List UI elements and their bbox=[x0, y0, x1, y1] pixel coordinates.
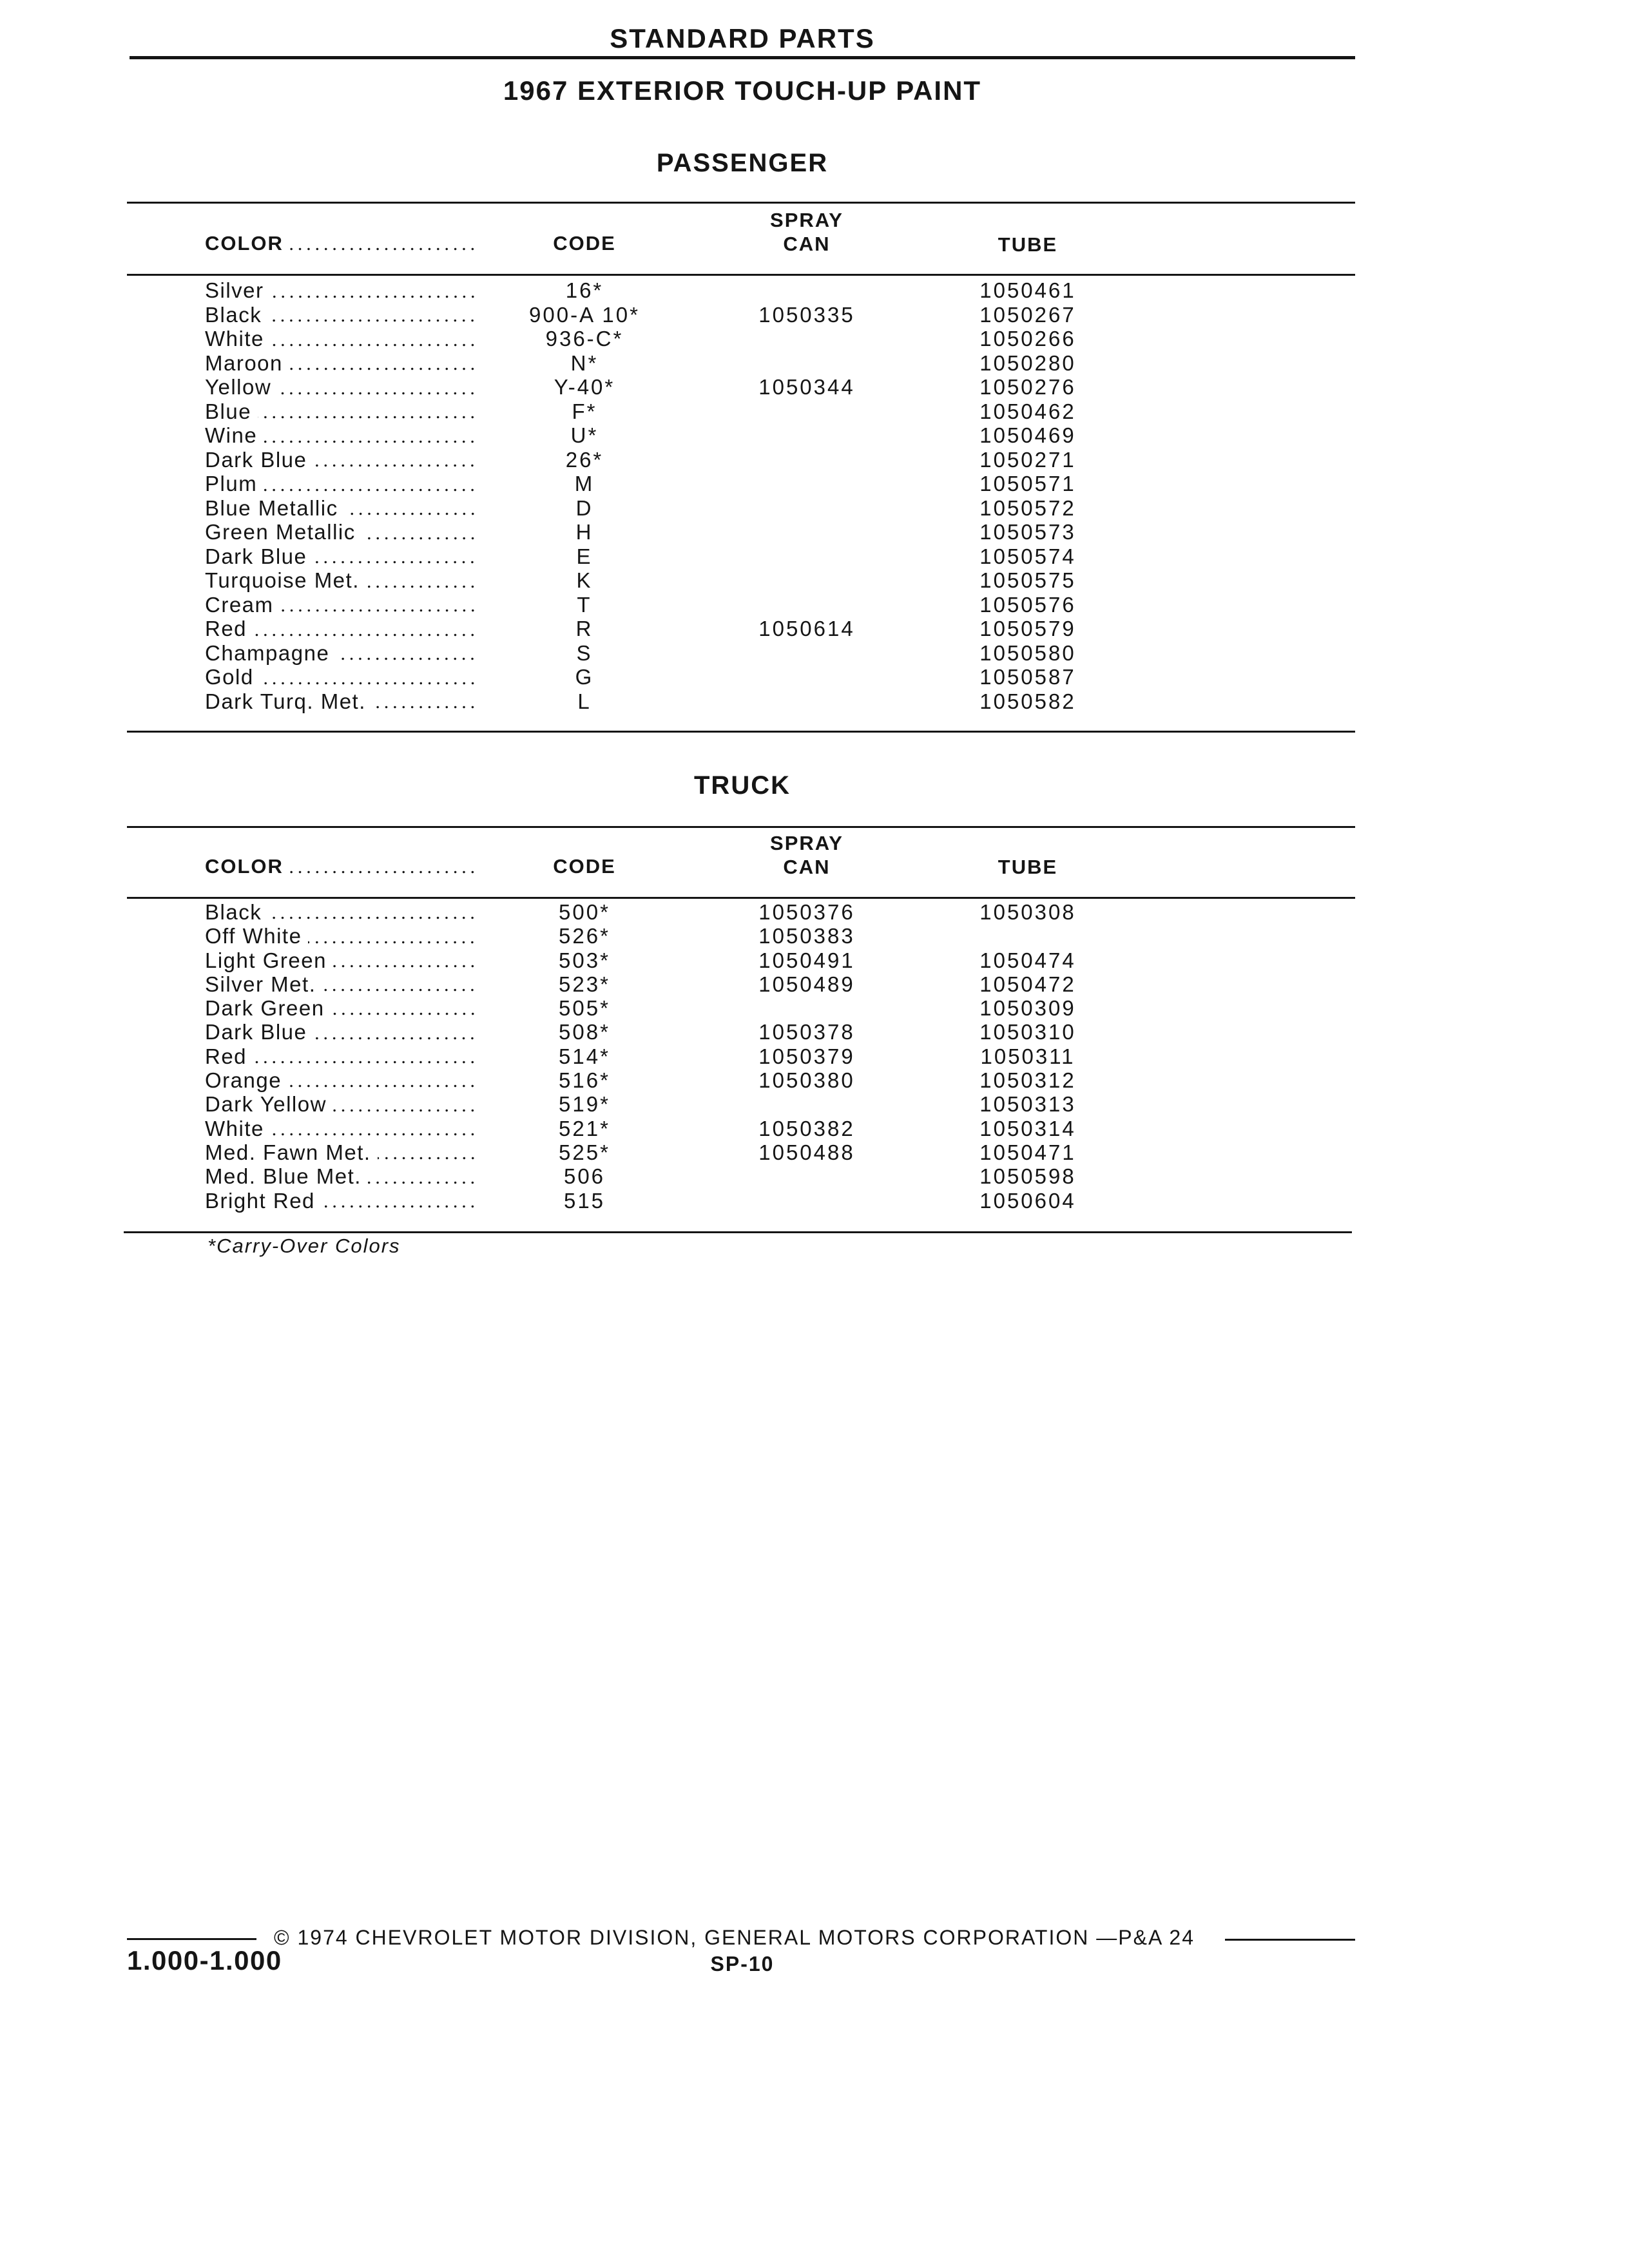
table-row bbox=[0, 665, 1629, 689]
truck-heading: TRUCK bbox=[694, 771, 791, 800]
tube-cell: 1050462 bbox=[979, 399, 1076, 423]
dot-leader bbox=[264, 423, 477, 448]
spray-can-cell: 1050335 bbox=[758, 302, 855, 327]
tube-cell: 1050276 bbox=[979, 375, 1076, 399]
header-rule bbox=[130, 56, 1355, 59]
spray-can-cell: 1050344 bbox=[758, 375, 855, 399]
code-cell: 16* bbox=[565, 278, 604, 302]
color-name: Plum bbox=[205, 472, 258, 495]
dot-leader bbox=[290, 232, 477, 255]
spray-can-cell: 1050376 bbox=[758, 900, 855, 924]
table-row bbox=[0, 641, 1629, 666]
table-row bbox=[0, 1189, 1629, 1213]
tube-cell: 1050471 bbox=[979, 1140, 1076, 1164]
color-name: Silver Met. bbox=[205, 972, 316, 996]
dot-leader bbox=[368, 1164, 477, 1188]
footer-rule-left bbox=[127, 1938, 256, 1940]
code-cell: 526* bbox=[559, 924, 610, 948]
spray-can-cell: 1050382 bbox=[758, 1116, 855, 1140]
code-cell: E bbox=[576, 544, 593, 568]
dot-leader bbox=[322, 972, 477, 996]
tube-cell: 1050574 bbox=[979, 544, 1076, 568]
footer-rule-right bbox=[1225, 1939, 1355, 1941]
column-header-tube: TUBE bbox=[998, 233, 1058, 256]
code-cell: 521* bbox=[559, 1116, 610, 1140]
dot-leader bbox=[366, 568, 477, 593]
code-cell: 506 bbox=[563, 1164, 606, 1189]
spray-can-cell bbox=[736, 351, 878, 376]
table-row bbox=[0, 948, 1629, 972]
spray-can-cell bbox=[736, 423, 878, 448]
table-row bbox=[0, 996, 1629, 1020]
color-cell bbox=[205, 375, 477, 399]
dot-leader bbox=[290, 855, 477, 878]
code-cell: M bbox=[574, 472, 595, 495]
color-cell bbox=[205, 1189, 477, 1213]
table-row bbox=[0, 520, 1629, 544]
tube-cell: 1050575 bbox=[979, 568, 1076, 592]
tube-cell bbox=[957, 924, 1099, 948]
page-title: 1967 EXTERIOR TOUCH-UP PAINT bbox=[503, 75, 982, 106]
color-name: Champagne bbox=[205, 640, 330, 665]
spray-can-cell bbox=[736, 641, 878, 666]
color-cell bbox=[205, 278, 477, 303]
footer-page-number: SP-10 bbox=[710, 1952, 775, 1975]
color-name: Off White bbox=[205, 924, 302, 948]
table-top-rule bbox=[127, 202, 1355, 204]
code-cell: F* bbox=[572, 399, 597, 423]
dot-leader bbox=[313, 544, 477, 569]
code-cell: R bbox=[575, 617, 593, 640]
dot-leader bbox=[258, 399, 477, 424]
color-cell bbox=[205, 1020, 477, 1044]
code-cell: 508* bbox=[559, 1020, 610, 1044]
column-header-can: CAN bbox=[783, 233, 831, 255]
table-row bbox=[0, 399, 1629, 424]
footnote: *Carry-Over Colors bbox=[207, 1235, 401, 1257]
tube-cell: 1050310 bbox=[979, 1020, 1076, 1044]
code-cell: 525* bbox=[559, 1140, 610, 1164]
tube-cell: 1050312 bbox=[979, 1068, 1076, 1093]
code-cell: 515 bbox=[563, 1188, 606, 1213]
color-cell bbox=[205, 472, 477, 496]
dot-leader bbox=[268, 303, 477, 327]
dot-leader bbox=[322, 1189, 477, 1213]
color-name: Green Metallic bbox=[205, 520, 356, 544]
color-cell bbox=[205, 689, 477, 714]
code-cell: 936-C* bbox=[545, 327, 624, 351]
spray-can-cell bbox=[736, 399, 878, 424]
tube-cell: 1050598 bbox=[979, 1164, 1076, 1189]
table-row bbox=[0, 689, 1629, 714]
dot-leader bbox=[253, 617, 477, 641]
table-row bbox=[0, 1140, 1629, 1164]
code-cell: G bbox=[575, 665, 594, 689]
dot-leader bbox=[280, 593, 477, 617]
table-row bbox=[0, 544, 1629, 569]
column-header-spray: SPRAY bbox=[770, 832, 843, 854]
code-cell: 523* bbox=[559, 972, 610, 996]
table-row bbox=[0, 472, 1629, 496]
color-name: Blue Metallic bbox=[205, 495, 338, 520]
color-cell bbox=[205, 972, 477, 996]
color-cell bbox=[205, 423, 477, 448]
column-header-color-label: COLOR bbox=[205, 232, 284, 255]
spray-can-cell: 1050491 bbox=[758, 948, 855, 972]
column-header-color bbox=[205, 232, 477, 255]
table-bottom-rule bbox=[124, 1231, 1352, 1233]
column-header-color bbox=[205, 855, 477, 878]
dot-leader bbox=[264, 472, 477, 496]
table-top-rule bbox=[127, 826, 1355, 828]
color-name: Red bbox=[205, 1044, 247, 1068]
dot-leader bbox=[271, 278, 477, 303]
column-header-tube: TUBE bbox=[998, 856, 1058, 878]
dot-leader bbox=[268, 900, 477, 924]
dot-leader bbox=[288, 1068, 477, 1092]
color-name: Dark Turq. Met. bbox=[205, 689, 366, 713]
table-bottom-rule bbox=[127, 731, 1355, 733]
spray-can-cell bbox=[736, 520, 878, 544]
tube-cell: 1050266 bbox=[979, 327, 1076, 351]
table-row bbox=[0, 1020, 1629, 1044]
color-cell bbox=[205, 948, 477, 972]
code-cell: L bbox=[577, 689, 592, 713]
code-cell: K bbox=[576, 568, 593, 592]
color-name: Silver bbox=[205, 278, 264, 302]
color-cell bbox=[205, 924, 477, 948]
code-cell: T bbox=[577, 592, 592, 617]
color-name: Red bbox=[205, 617, 247, 640]
table-row bbox=[0, 351, 1629, 376]
spray-can-cell: 1050614 bbox=[758, 617, 855, 640]
color-name: Maroon bbox=[205, 351, 283, 375]
color-cell bbox=[205, 399, 477, 424]
dot-leader bbox=[378, 1140, 477, 1164]
code-cell: 26* bbox=[565, 447, 604, 472]
spray-can-cell bbox=[736, 448, 878, 472]
color-name: Wine bbox=[205, 423, 258, 447]
footer-copyright: © 1974 CHEVROLET MOTOR DIVISION, GENERAL MOTORS CORPORATION —P&A 24 bbox=[274, 1926, 1195, 1949]
table-row bbox=[0, 303, 1629, 327]
dot-leader bbox=[336, 641, 477, 666]
dot-leader bbox=[333, 948, 477, 972]
code-cell: 503* bbox=[559, 948, 610, 972]
color-cell bbox=[205, 448, 477, 472]
color-cell bbox=[205, 520, 477, 544]
table-row bbox=[0, 568, 1629, 593]
color-cell bbox=[205, 593, 477, 617]
table-row bbox=[0, 423, 1629, 448]
color-cell bbox=[205, 1044, 477, 1068]
tube-cell: 1050573 bbox=[979, 520, 1076, 544]
tube-cell: 1050313 bbox=[979, 1092, 1076, 1117]
tube-cell: 1050582 bbox=[979, 689, 1076, 713]
color-cell bbox=[205, 327, 477, 351]
spray-can-cell bbox=[736, 496, 878, 521]
tube-cell: 1050314 bbox=[979, 1116, 1076, 1140]
column-header-color-label: COLOR bbox=[205, 855, 284, 878]
spray-can-cell: 1050383 bbox=[758, 924, 855, 948]
color-name: Dark Blue bbox=[205, 447, 307, 472]
dot-leader bbox=[331, 996, 477, 1020]
spray-can-cell bbox=[736, 1092, 878, 1116]
color-cell bbox=[205, 568, 477, 593]
dot-leader bbox=[362, 520, 477, 544]
table-header-rule bbox=[127, 274, 1355, 276]
color-name: Dark Yellow bbox=[205, 1092, 327, 1117]
tube-cell: 1050579 bbox=[979, 617, 1076, 640]
tube-cell: 1050280 bbox=[979, 351, 1076, 375]
tube-cell: 1050474 bbox=[979, 948, 1076, 972]
spray-can-cell: 1050379 bbox=[758, 1044, 855, 1068]
spray-can-cell bbox=[736, 689, 878, 714]
passenger-heading: PASSENGER bbox=[656, 149, 829, 177]
color-name: Orange bbox=[205, 1068, 282, 1093]
dot-leader bbox=[289, 351, 477, 376]
tube-cell: 1050311 bbox=[980, 1044, 1075, 1068]
footer-section-number: 1.000-1.000 bbox=[127, 1945, 282, 1975]
color-name: Med. Fawn Met. bbox=[205, 1140, 371, 1164]
tube-cell: 1050309 bbox=[979, 996, 1076, 1021]
color-cell bbox=[205, 617, 477, 641]
table-row bbox=[0, 972, 1629, 996]
dot-leader bbox=[345, 496, 477, 521]
code-cell: 514* bbox=[559, 1044, 610, 1068]
color-name: Bright Red bbox=[205, 1188, 315, 1213]
spray-can-cell bbox=[736, 568, 878, 593]
color-name: Dark Blue bbox=[205, 544, 307, 568]
code-cell: 500* bbox=[559, 900, 610, 924]
table-row bbox=[0, 900, 1629, 924]
table-row bbox=[0, 375, 1629, 399]
spray-can-cell: 1050380 bbox=[758, 1068, 855, 1093]
color-name: Cream bbox=[205, 592, 274, 617]
table-row bbox=[0, 278, 1629, 303]
color-name: White bbox=[205, 1116, 264, 1140]
code-cell: N* bbox=[570, 351, 599, 375]
color-cell bbox=[205, 544, 477, 569]
spray-can-cell bbox=[736, 278, 878, 303]
code-cell: H bbox=[575, 520, 593, 544]
code-cell: U* bbox=[570, 423, 599, 447]
color-name: Gold bbox=[205, 665, 254, 689]
tube-cell: 1050472 bbox=[979, 972, 1076, 996]
spray-can-cell bbox=[736, 327, 878, 351]
table-row bbox=[0, 1117, 1629, 1140]
table-row bbox=[0, 327, 1629, 351]
color-cell bbox=[205, 351, 477, 376]
column-header-code: CODE bbox=[553, 232, 616, 255]
tube-cell: 1050308 bbox=[979, 900, 1076, 924]
code-cell: Y-40* bbox=[554, 375, 615, 399]
spray-can-cell bbox=[736, 1164, 878, 1188]
table-row bbox=[0, 1044, 1629, 1068]
tube-cell: 1050461 bbox=[979, 278, 1076, 302]
color-name: White bbox=[205, 327, 264, 351]
column-header-can: CAN bbox=[783, 856, 831, 878]
tube-cell: 1050469 bbox=[979, 423, 1076, 447]
table-header-rule bbox=[127, 897, 1355, 899]
color-name: Black bbox=[205, 302, 262, 327]
passenger-rows bbox=[0, 278, 1629, 713]
spray-can-cell bbox=[736, 544, 878, 569]
table-row bbox=[0, 496, 1629, 521]
table-row bbox=[0, 617, 1629, 641]
truck-rows bbox=[0, 900, 1629, 1213]
section-title: STANDARD PARTS bbox=[610, 23, 875, 53]
tube-cell: 1050267 bbox=[979, 302, 1076, 327]
table-row bbox=[0, 448, 1629, 472]
spray-can-cell bbox=[736, 593, 878, 617]
dot-leader bbox=[271, 327, 477, 351]
color-cell bbox=[205, 641, 477, 666]
color-cell bbox=[205, 303, 477, 327]
spray-can-cell bbox=[736, 1189, 878, 1213]
table-row bbox=[0, 1164, 1629, 1188]
dot-leader bbox=[333, 1092, 477, 1116]
color-name: Turquoise Met. bbox=[205, 568, 360, 592]
code-cell: D bbox=[575, 495, 593, 520]
code-cell: 516* bbox=[559, 1068, 610, 1093]
tube-cell: 1050271 bbox=[979, 447, 1076, 472]
spray-can-cell: 1050378 bbox=[758, 1020, 855, 1044]
column-header-code: CODE bbox=[553, 855, 616, 878]
color-name: Dark Blue bbox=[205, 1020, 307, 1044]
column-header-spray: SPRAY bbox=[770, 209, 843, 231]
color-cell bbox=[205, 1068, 477, 1092]
spray-can-cell: 1050489 bbox=[758, 972, 855, 996]
table-row bbox=[0, 924, 1629, 948]
tube-cell: 1050572 bbox=[979, 495, 1076, 520]
tube-cell: 1050571 bbox=[979, 472, 1076, 495]
dot-leader bbox=[313, 1020, 477, 1044]
color-cell bbox=[205, 900, 477, 924]
color-cell bbox=[205, 1117, 477, 1140]
color-cell bbox=[205, 1140, 477, 1164]
code-cell: S bbox=[576, 640, 593, 665]
dot-leader bbox=[278, 375, 477, 399]
table-row bbox=[0, 593, 1629, 617]
color-cell bbox=[205, 996, 477, 1020]
dot-leader bbox=[271, 1117, 477, 1140]
code-cell: 505* bbox=[559, 996, 610, 1021]
truck-table bbox=[0, 826, 1629, 1238]
spray-can-cell bbox=[736, 996, 878, 1020]
color-cell bbox=[205, 1092, 477, 1116]
dot-leader bbox=[260, 665, 477, 689]
color-name: Blue bbox=[205, 399, 252, 423]
color-name: Dark Green bbox=[205, 996, 325, 1021]
code-cell: 519* bbox=[559, 1092, 610, 1117]
spray-can-cell bbox=[736, 472, 878, 496]
spray-can-cell bbox=[736, 665, 878, 689]
dot-leader bbox=[372, 689, 477, 714]
dot-leader bbox=[308, 924, 477, 948]
color-name: Yellow bbox=[205, 375, 272, 399]
color-cell bbox=[205, 496, 477, 521]
tube-cell: 1050604 bbox=[979, 1188, 1076, 1213]
color-name: Light Green bbox=[205, 948, 327, 972]
tube-cell: 1050580 bbox=[979, 640, 1076, 665]
table-row bbox=[0, 1068, 1629, 1092]
color-name: Med. Blue Met. bbox=[205, 1164, 361, 1189]
tube-cell: 1050587 bbox=[979, 665, 1076, 689]
color-cell bbox=[205, 1164, 477, 1188]
tube-cell: 1050576 bbox=[979, 592, 1076, 617]
spray-can-cell: 1050488 bbox=[758, 1140, 855, 1164]
table-row bbox=[0, 1092, 1629, 1116]
dot-leader bbox=[253, 1044, 477, 1068]
dot-leader bbox=[313, 448, 477, 472]
color-name: Black bbox=[205, 900, 262, 924]
passenger-table bbox=[0, 202, 1629, 736]
color-cell bbox=[205, 665, 477, 689]
code-cell: 900-A 10* bbox=[529, 302, 640, 327]
